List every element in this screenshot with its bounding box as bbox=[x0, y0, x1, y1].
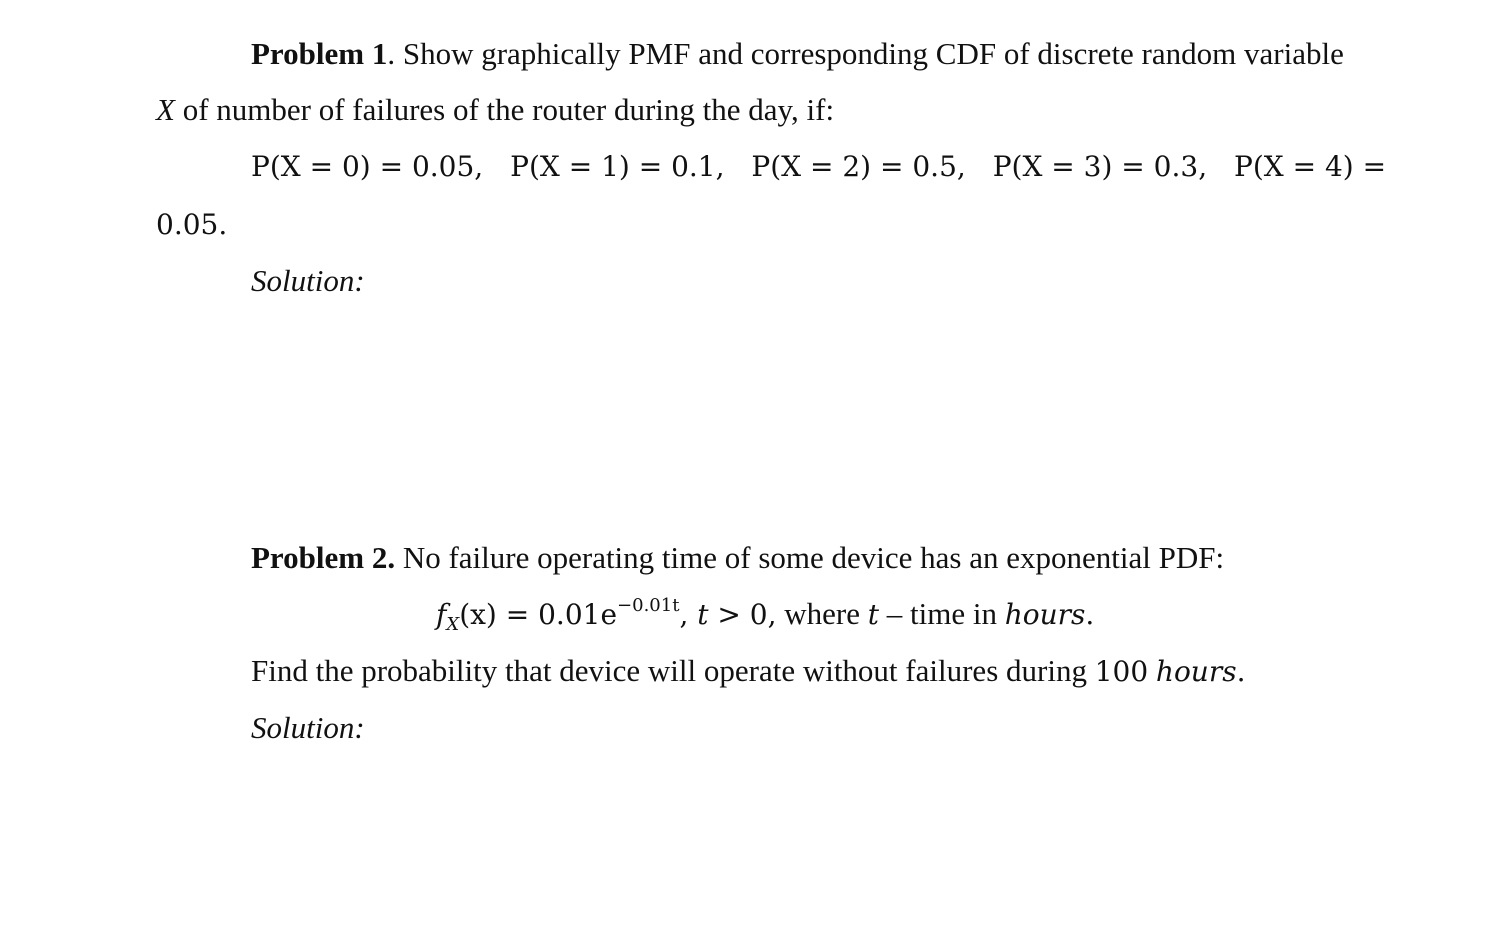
problem2-intro: No failure operating time of some device has an exponential PDF: bbox=[395, 540, 1225, 575]
prob-2: P(X = 2) = 0.5, bbox=[751, 150, 966, 183]
problem2-solution-label: Solution: bbox=[251, 710, 365, 745]
prob-4: P(X = 4) = bbox=[1234, 150, 1387, 183]
prob-1: P(X = 1) = 0.1, bbox=[510, 150, 725, 183]
problem2-formula: $f_X(x) = 0.01e^{-0.01t}$, t > 0, where t – time in hours. bbox=[436, 595, 1095, 635]
problem1-line1: Problem 1. Show graphically PMF and corresponding CDF of discrete random variable bbox=[251, 36, 1344, 71]
problem2-line1 bbox=[251, 542, 1224, 573]
prob-3: P(X = 3) = 0.3, bbox=[992, 150, 1208, 183]
problem2-title: Problem 2. bbox=[251, 540, 396, 575]
problem1-continuation: of number of failures of the router during the day, if: bbox=[174, 92, 835, 127]
problem1-variable: X bbox=[156, 92, 175, 127]
problem1-line2 bbox=[156, 94, 834, 125]
problem1-intro: Show graphically PMF and corresponding CDF of discrete random variable bbox=[395, 36, 1344, 71]
problem1-probabilities bbox=[251, 150, 1387, 183]
problem1-last-value: 0.05. bbox=[156, 208, 228, 241]
prob-0: P(X = 0) = 0.05, bbox=[251, 150, 484, 183]
problem1-title: Problem 1 bbox=[251, 36, 388, 71]
problem1-solution-label: Solution: bbox=[251, 263, 365, 298]
problem2-question: Find the probability that device will operate without failures during 100 hours. bbox=[251, 653, 1246, 688]
